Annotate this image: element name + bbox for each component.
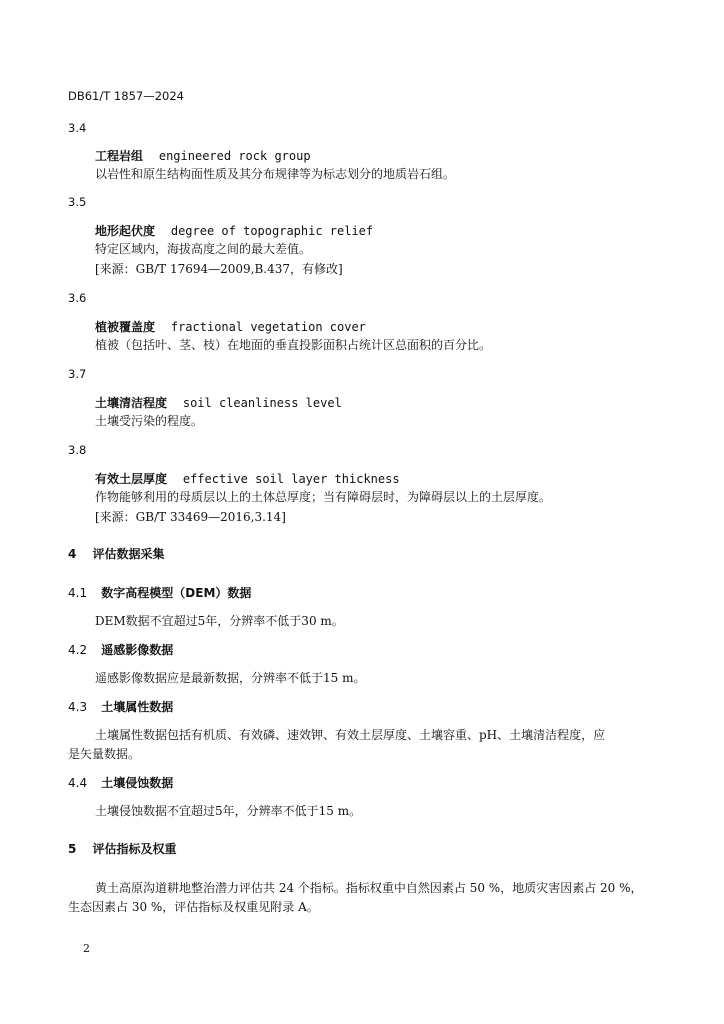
paragraph-line: 黄土高原沟道耕地整治潜力评估共 24 个指标。指标权重中自然因素占 50 %，地质灾害因素占 20 %， [95, 881, 643, 895]
subsection-heading [68, 584, 251, 601]
page-number: 2 [83, 942, 90, 955]
term-en: fractional vegetation cover [170, 320, 366, 334]
term-definition: 植被（包括叶、茎、枝）在地面的垂直投影面积占统计区总面积的百分比。 [95, 338, 492, 352]
term-number: 3.5 [68, 195, 87, 209]
subsection-number: 4.2 [68, 643, 88, 657]
term-source: [来源：GB/T 33469—2016,3.14] [95, 510, 286, 524]
term-heading [95, 318, 366, 335]
term-zh: 土壤清洁程度 [95, 396, 168, 410]
section-title: 评估指标及权重 [92, 842, 177, 856]
subsection-title: 遥感影像数据 [101, 643, 174, 657]
term-definition: 特定区域内，海拔高度之间的最大差值。 [95, 242, 312, 256]
subsection-title: 数字高程模型（DEM）数据 [101, 586, 252, 600]
term-number: 3.4 [68, 121, 87, 135]
subsection-title: 土壤属性数据 [101, 700, 174, 714]
section-heading [68, 840, 177, 857]
term-heading [95, 222, 373, 239]
term-en: effective soil layer thickness [182, 472, 400, 486]
paragraph-line: 土壤属性数据包括有机质、有效磷、速效钾、有效土层厚度、土壤容重、pH、土壤清洁程度，应 [95, 728, 606, 742]
subsection-number: 4.1 [68, 586, 88, 600]
term-zh: 地形起伏度 [95, 224, 156, 238]
section-heading [68, 545, 165, 562]
term-en: soil cleanliness level [182, 396, 342, 410]
subsection-heading [68, 698, 173, 715]
paragraph: 土壤侵蚀数据不宜超过5年，分辨率不低于15 m。 [95, 804, 362, 818]
term-source: [来源：GB/T 17694—2009,B.437，有修改] [95, 262, 343, 276]
subsection-heading [68, 774, 173, 791]
term-number: 3.8 [68, 443, 87, 457]
term-heading [95, 394, 342, 411]
term-zh: 植被覆盖度 [95, 320, 156, 334]
document-code: DB61/T 1857—2024 [68, 89, 184, 103]
term-definition: 土壤受污染的程度。 [95, 414, 204, 428]
paragraph-line: 是矢量数据。 [68, 747, 141, 761]
term-definition: 以岩性和原生结构面性质及其分布规律等为标志划分的地质岩石组。 [95, 167, 456, 181]
paragraph-line: 生态因素占 30 %，评估指标及权重见附录 A。 [68, 900, 319, 914]
term-number: 3.6 [68, 291, 87, 305]
section-number: 5 [68, 842, 77, 856]
paragraph: DEM数据不宜超过5年，分辨率不低于30 m。 [95, 614, 344, 628]
term-heading [95, 470, 400, 487]
term-number: 3.7 [68, 367, 87, 381]
subsection-title: 土壤侵蚀数据 [101, 776, 174, 790]
section-number: 4 [68, 547, 77, 561]
term-definition: 作物能够利用的母质层以上的土体总厚度；当有障碍层时，为障碍层以上的土层厚度。 [95, 490, 552, 504]
subsection-number: 4.4 [68, 776, 88, 790]
term-zh: 有效土层厚度 [95, 472, 168, 486]
subsection-heading [68, 641, 173, 658]
subsection-number: 4.3 [68, 700, 88, 714]
term-zh: 工程岩组 [95, 149, 144, 163]
term-en: engineered rock group [158, 149, 311, 163]
paragraph: 遥感影像数据应是最新数据，分辨率不低于15 m。 [95, 671, 366, 685]
term-heading [95, 147, 311, 164]
term-en: degree of topographic relief [170, 224, 374, 238]
section-title: 评估数据采集 [92, 547, 165, 561]
